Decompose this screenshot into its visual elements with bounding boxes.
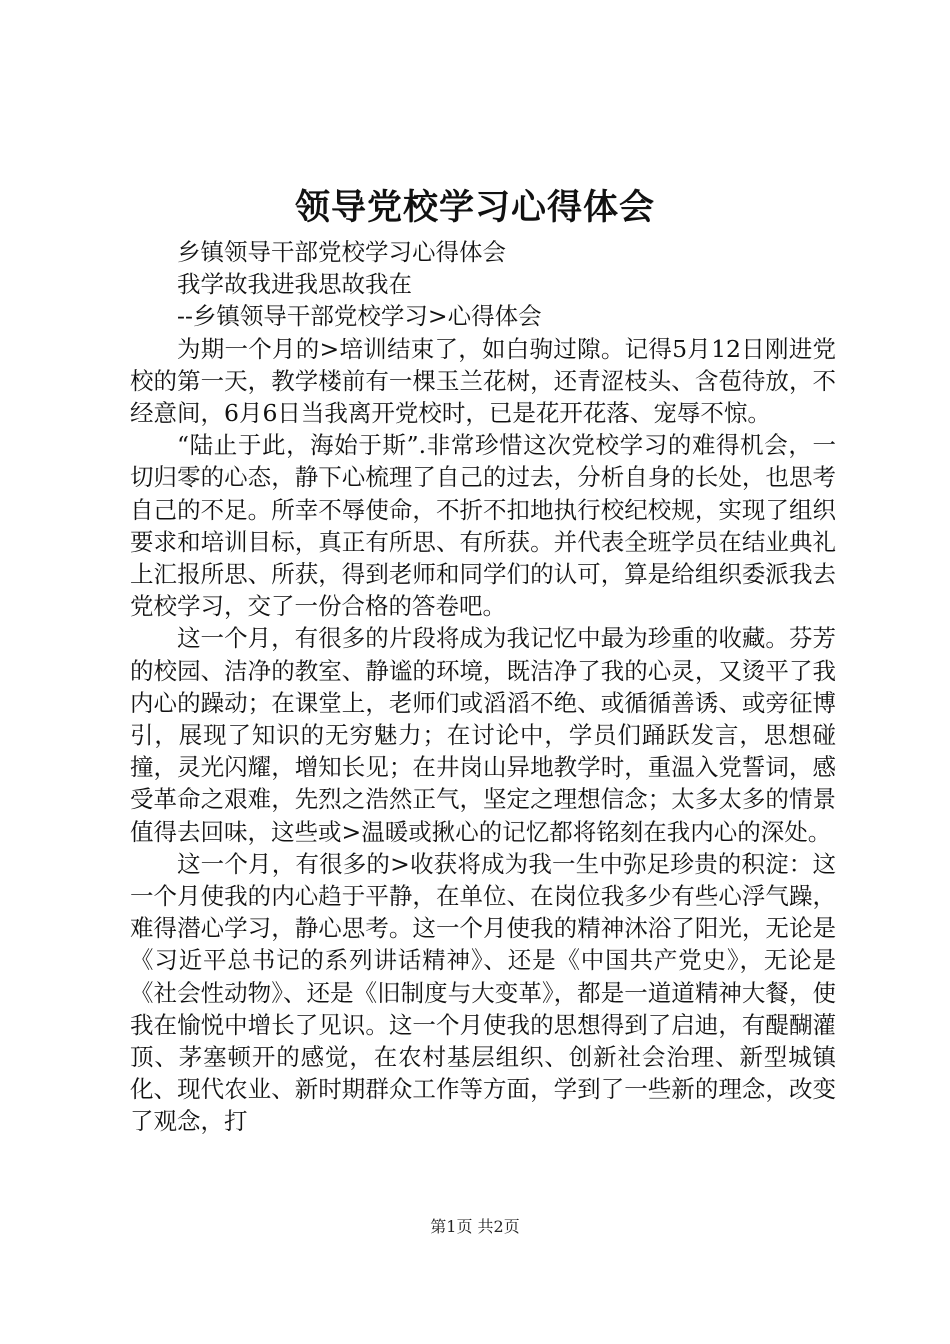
body-paragraph: 这一个月，有很多的片段将成为我记忆中最为珍重的收藏。芬芳的校园、洁净的教室、静谧的环境，既洁净了我的心灵，又烫平了我内心的躁动；在课堂上，老师们或滔滔不绝、或循循善诱、或旁征博引，展现了知识的无穷魅力；在讨论中，学员们踊跃发言，思想碰撞，灵光闪耀，增知长见；在井岗山异地教学时，重温入党誓词，感受革命之艰难，先烈之浩然正气，坚定之理想信念；太多太多的情景值得去回味，这些或>温暖或揪心的记忆都将铭刻在我内心的深处。 bbox=[130, 624, 836, 846]
document-body bbox=[130, 236, 836, 1138]
subtitle-line: --乡镇领导干部党校学习>心得体会 bbox=[177, 302, 542, 331]
body-paragraph: 为期一个月的>培训结束了，如白驹过隙。记得5月12日刚进党校的第一天，教学楼前有一棵玉兰花树，还青涩枝头、含苞待放，不经意间，6月6日当我离开党校时，已是花开花落、宠辱不惊。 bbox=[130, 334, 836, 428]
subtitle-line: 乡镇领导干部党校学习心得体会 bbox=[177, 238, 506, 266]
page-footer: 第1页 共2页 bbox=[430, 1217, 520, 1236]
body-paragraph: “陆止于此，海始于斯”.非常珍惜这次党校学习的难得机会，一切归零的心态，静下心梳理了自己的过去，分析自身的长处，也思考自己的不足。所幸不辱使命，不折不扣地执行校纪校规，实现了组织要求和培训目标，真正有所思、有所获。并代表全班学员在结业典礼上汇报所思、所获，得到老师和同学们的认可，算是给组织委派我去党校学习，交了一份合格的答卷吧。 bbox=[130, 431, 836, 621]
body-paragraph: 这一个月，有很多的>收获将成为我一生中弥足珍贵的积淀：这一个月使我的内心趋于平静，在单位、在岗位我多少有些心浮气躁，难得潜心学习，静心思考。这一个月使我的精神沐浴了阳光，无论是《习近平总书记的系列讲话精神》、还是《中国共产党史》，无论是《社会性动物》、还是《旧制度与大变革》，都是一道道精神大餐，使我在愉悦中增长了见识。这一个月使我的思想得到了启迪，有醍醐灌顶、茅塞顿开的感觉，在农村基层组织、创新社会治理、新型城镇化、现代农业、新时期群众工作等方面，学到了一些新的理念，改变了观念，打 bbox=[130, 849, 836, 1136]
page-title: 领导党校学习心得体会 bbox=[294, 187, 655, 228]
subtitle-line: 我学故我进我思故我在 bbox=[177, 270, 412, 299]
